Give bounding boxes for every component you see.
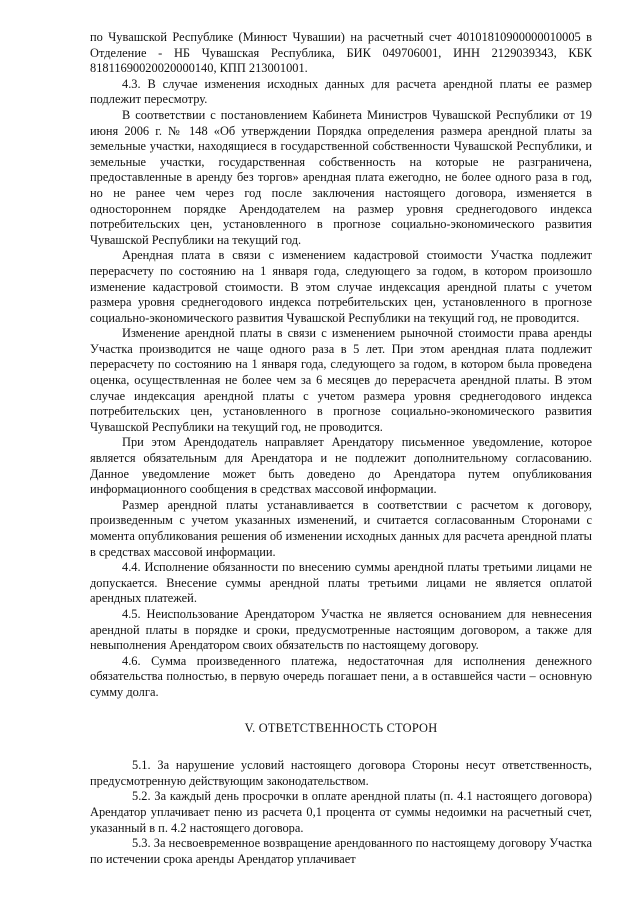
paragraph-rent-amount: Размер арендной платы устанавливается в соответствии с расчетом к договору, произведенным с учетом указанных изменений, и считается согласованным Сторонами с момента опубликования решения об изменении исходных данных для расчета арендной платы в средствах массовой информации. xyxy=(90,497,592,559)
paragraph-4-6: 4.6. Сумма произведенного платежа, недостаточная для исполнения денежного обязательства полностью, в первую очередь погашает пени, а в оставшейся части – основную сумму долга. xyxy=(90,653,592,699)
paragraph-bank-details: по Чувашской Республике (Минюст Чувашии) на расчетный счет 40101810900000010005 в Отделение - НБ Чувашская Республика, БИК 049706001, ИНН 2129039343, КБК 81811690020020000140, КПП 213001001. xyxy=(90,30,592,76)
paragraph-5-1: 5.1. За нарушение условий настоящего договора Стороны несут ответственность, предусмотренную действующим законодательством. xyxy=(90,758,592,788)
paragraph-cabinet-resolution: В соответствии с постановлением Кабинета Министров Чувашской Республики от 19 июня 2006 г. № 148 «Об утверждении Порядка определения размера арендной платы за земельные участки, находящиеся в государственной собственности Чувашской Республики, и земельные участки, государственная собственность на которые не разграничена, предоставленные в аренду без торгов» арендная плата ежегодно, не более одного раза в год, но не ранее чем через год после заключения настоящего договора, изменяется в одностороннем порядке Арендодателем на размер уровня среднегодового индекса потребительских цен, установленного в прогнозе социально-экономического развития Чувашской Республики на текущий год. xyxy=(90,107,592,247)
paragraph-market-value: Изменение арендной платы в связи с изменением рыночной стоимости права аренды Участка производится не чаще одного раза в 5 лет. При этом арендная плата подлежит перерасчету по состоянию на 1 января года, следующего за годом, в котором была проведена оценка, осуществленная не более чем за 6 месяцев до перерасчета арендной платы. В этом случае индексация арендной платы с учетом размера уровня среднегодового индекса потребительских цен, установленного в прогнозе социально-экономического развития Чувашской Республики на текущий год, не проводится. xyxy=(90,326,592,434)
section-heading: V. ОТВЕТСТВЕННОСТЬ СТОРОН xyxy=(244,720,438,735)
paragraph-5-3: 5.3. За несвоевременное возвращение арендованного по настоящему договору Участка по истечении срока аренды Арендатор уплачивает xyxy=(90,836,592,866)
paragraph-notification: При этом Арендодатель направляет Арендатору письменное уведомление, которое является обязательным для Арендатора и не подлежит дополнительному согласованию. Данное уведомление может быть доведено до Арендатора путем опубликования информационного сообщения в средствах массовой информации. xyxy=(90,435,592,497)
document-page xyxy=(90,30,592,867)
paragraph-4-5: 4.5. Неиспользование Арендатором Участка не является основанием для невнесения арендной платы в порядке и сроки, предусмотренные настоящим договором, а также для невыполнения Арендатором своих обязательств по настоящему договору. xyxy=(90,606,592,653)
paragraph-4-4: 4.4. Исполнение обязанности по внесению суммы арендной платы третьими лицами не допускается. Внесение суммы арендной платы третьими лицами не является оплатой арендных платежей. xyxy=(90,560,592,606)
paragraph-4-3: 4.3. В случае изменения исходных данных для расчета арендной платы ее размер подлежит пересмотру. xyxy=(90,76,592,107)
paragraph-cadastral-value: Арендная плата в связи с изменением кадастровой стоимости Участка подлежит перерасчету по состоянию на 1 января года, следующего за годом, в котором произошло изменение кадастровой стоимости. В этом случае индексация арендной платы с учетом размера уровня среднегодового индекса потребительских цен, установленного в прогнозе социально-экономического развития Чувашской Республики на текущий год, не проводится. xyxy=(90,248,592,325)
paragraph-5-2: 5.2. За каждый день просрочки в оплате арендной платы (п. 4.1 настоящего договора) Арендатор уплачивает пеню из расчета 0,1 процента от суммы недоимки на расчетный счет, указанный в п. 4.2 настоящего договора. xyxy=(90,789,592,835)
